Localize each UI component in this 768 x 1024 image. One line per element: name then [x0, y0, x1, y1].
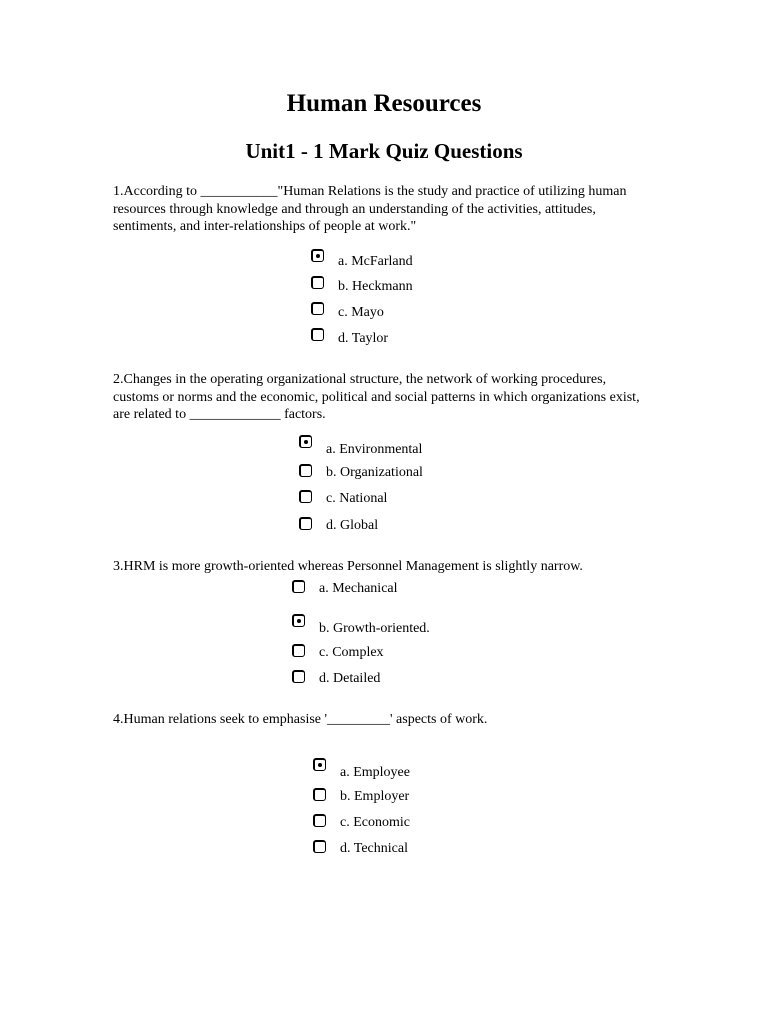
radio-icon[interactable] [299, 490, 312, 503]
question-2-option-b[interactable] [299, 464, 423, 484]
radio-icon[interactable] [313, 788, 326, 801]
page-title: Human Resources [286, 90, 482, 117]
radio-icon[interactable] [292, 644, 305, 657]
question-3-option-c[interactable] [292, 644, 384, 664]
option-label: b. Heckmann [338, 279, 413, 294]
radio-icon[interactable] [313, 840, 326, 853]
radio-icon[interactable] [311, 302, 324, 315]
question-3-option-b[interactable] [292, 614, 430, 634]
radio-selected-icon[interactable] [299, 435, 312, 448]
question-4-option-d[interactable] [313, 840, 408, 860]
option-label: c. Economic [340, 815, 410, 830]
page-subtitle: Unit1 - 1 Mark Quiz Questions [245, 139, 523, 163]
question-1-option-b[interactable] [311, 276, 413, 296]
option-label: d. Detailed [319, 671, 381, 686]
option-label: b. Organizational [326, 465, 423, 480]
question-2-option-c[interactable] [299, 490, 387, 510]
radio-icon[interactable] [313, 814, 326, 827]
question-2-text: 2.Changes in the operating organizational structure, the network of working procedures, customs or norms and the economic, political and social patterns in which organizations exist, are related to _____________ factors. [113, 372, 640, 422]
question-1-option-d[interactable] [311, 328, 388, 348]
option-label: b. Growth-oriented. [319, 621, 430, 636]
option-label: d. Global [326, 518, 379, 533]
option-label: a. McFarland [338, 254, 413, 269]
question-1-option-a[interactable] [311, 249, 413, 269]
question-1-option-c[interactable] [311, 302, 384, 322]
radio-icon[interactable] [292, 580, 305, 593]
option-label: d. Taylor [338, 331, 389, 346]
question-2-option-d[interactable] [299, 517, 378, 537]
option-label: a. Mechanical [319, 581, 398, 596]
option-label: b. Employer [340, 789, 410, 804]
radio-selected-icon[interactable] [311, 249, 324, 262]
radio-icon[interactable] [292, 670, 305, 683]
option-label: d. Technical [340, 841, 408, 856]
question-4-text: 4.Human relations seek to emphasise '_________' aspects of work. [113, 712, 488, 727]
question-4-option-b[interactable] [313, 788, 409, 808]
option-label: c. Mayo [338, 305, 384, 320]
question-3-option-d[interactable] [292, 670, 380, 690]
radio-selected-icon[interactable] [313, 758, 326, 771]
question-4-option-c[interactable] [313, 814, 410, 834]
radio-selected-icon[interactable] [292, 614, 305, 627]
option-label: c. National [326, 491, 388, 506]
question-1-text: 1.According to ___________"Human Relations is the study and practice of utilizing human resources through knowledge and through an understanding of the activities, attitudes, sentiments, and inter-relationships of people at work." [113, 184, 627, 234]
option-label: a. Environmental [326, 442, 423, 457]
question-2-option-a[interactable] [299, 435, 422, 455]
option-label: c. Complex [319, 645, 384, 660]
radio-icon[interactable] [311, 328, 324, 341]
radio-icon[interactable] [299, 517, 312, 530]
radio-icon[interactable] [311, 276, 324, 289]
radio-icon[interactable] [299, 464, 312, 477]
option-label: a. Employee [340, 765, 410, 780]
question-4-option-a[interactable] [313, 758, 410, 778]
question-3-option-a[interactable] [292, 580, 398, 600]
question-3-text: 3.HRM is more growth-oriented whereas Personnel Management is slightly narrow. [113, 559, 583, 574]
